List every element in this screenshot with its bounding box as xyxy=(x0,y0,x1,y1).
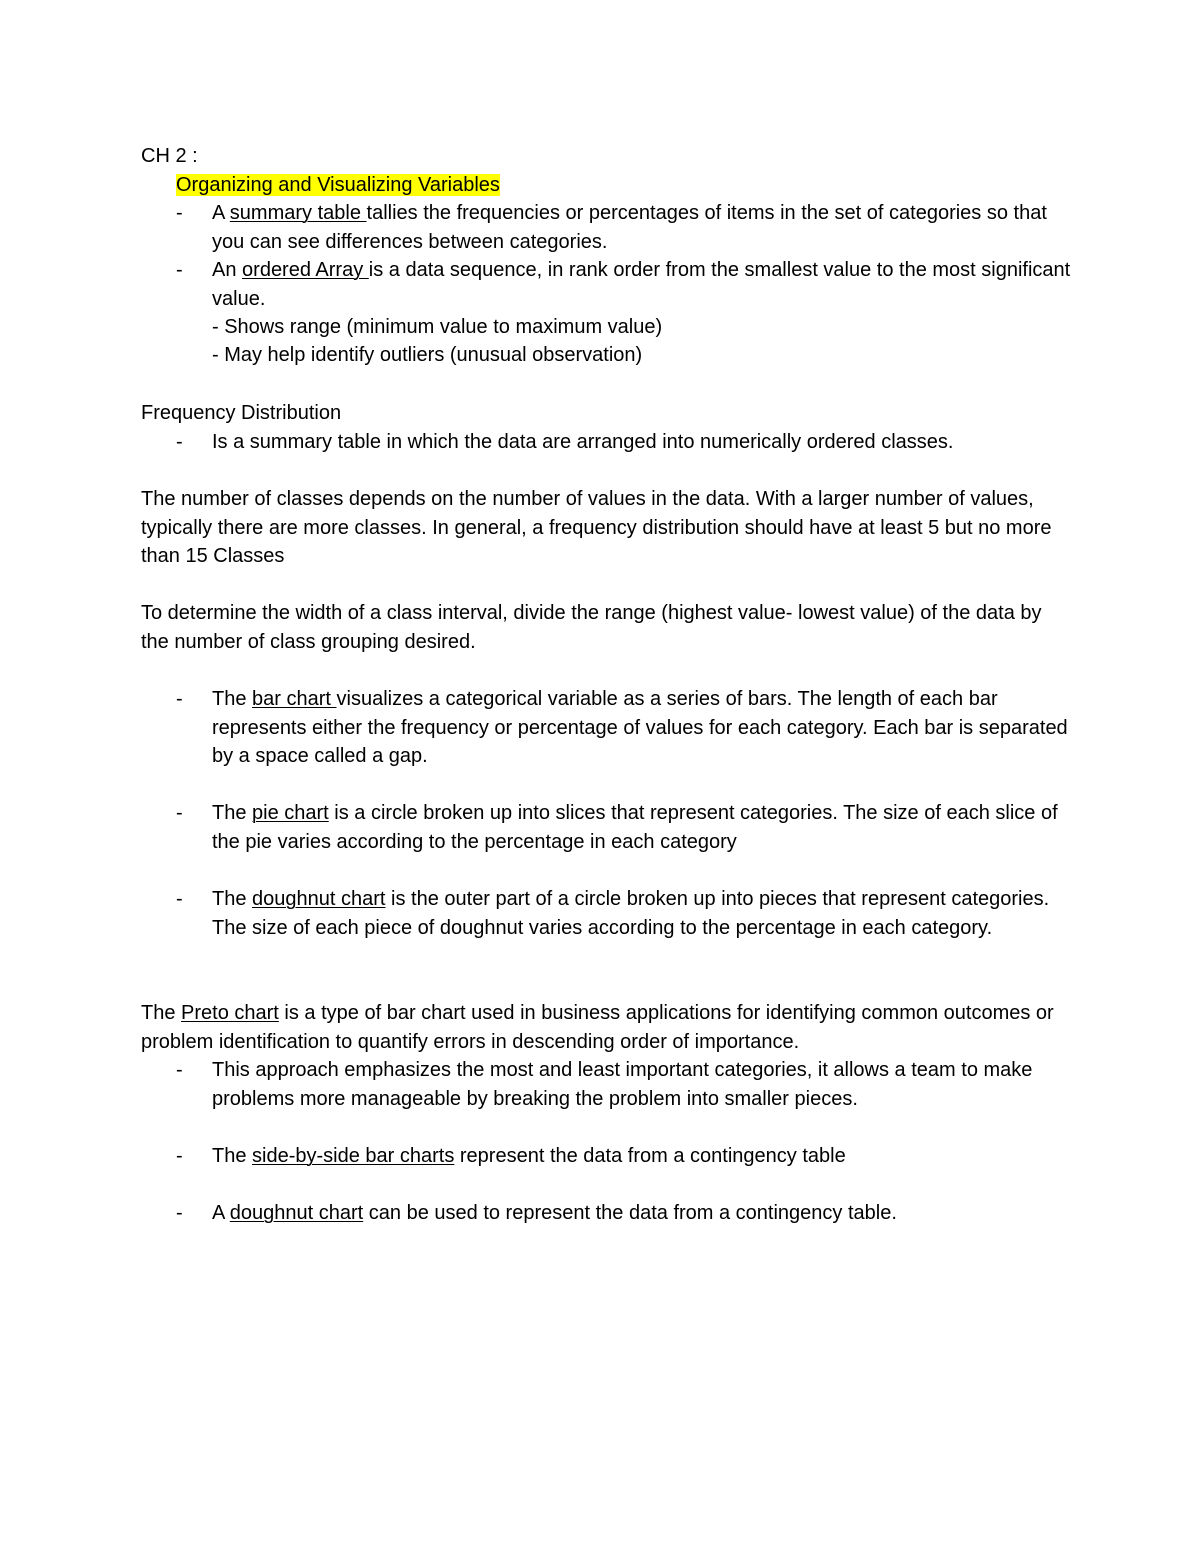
list-item-text: The bar chart visualizes a categorical variable as a series of bars. The length of each bar represents either the frequency or percentage of values for each category. Each bar is separated by a space called a gap. xyxy=(212,688,1068,768)
term-doughnut-chart: doughnut chart xyxy=(229,1202,364,1224)
bullet-dash: - xyxy=(176,431,183,453)
term-doughnut-chart: doughnut chart xyxy=(252,888,386,910)
list-item xyxy=(176,256,1071,313)
term-ordered-array: ordered Array xyxy=(242,259,369,281)
list-item xyxy=(176,685,1071,771)
bullet-dash: - xyxy=(176,1202,183,1224)
list-item xyxy=(176,1056,1071,1113)
term-side-by-side-bar-charts: side-by-side bar charts xyxy=(252,1145,455,1167)
list-item-text: This approach emphasizes the most and least important categories, it allows a team to make problems more manageable by breaking the problem into smaller pieces. xyxy=(212,1059,1033,1110)
term-pie-chart: pie chart xyxy=(252,802,329,824)
list-item xyxy=(176,885,1071,942)
sub-item: - May help identify outliers (unusual observation) xyxy=(212,344,643,366)
list-item-text: A doughnut chart can be used to represent the data from a contingency table. xyxy=(212,1202,897,1224)
list-item xyxy=(176,1142,1071,1171)
term-preto-chart: Preto chart xyxy=(181,1002,279,1024)
list-item-text: The side-by-side bar charts represent the data from a contingency table xyxy=(212,1145,846,1167)
list-item-text: Is a summary table in which the data are arranged into numerically ordered classes. xyxy=(212,431,954,453)
list-item xyxy=(176,199,1071,256)
list-item xyxy=(176,428,1071,457)
bullet-dash: - xyxy=(176,688,183,710)
paragraph-classes: The number of classes depends on the number of values in the data. With a larger number of values, typically there are more classes. In general, a frequency distribution should have at least 5 but no more than 15 Classes xyxy=(141,488,1052,568)
list-item-text: The pie chart is a circle broken up into slices that represent categories. The size of each slice of the pie varies according to the percentage in each category xyxy=(212,802,1058,853)
paragraph-class-width: To determine the width of a class interval, divide the range (highest value- lowest value) of the data by the number of class grouping desired. xyxy=(141,602,1042,653)
section-title xyxy=(176,171,1071,200)
list-item xyxy=(176,799,1071,856)
list-item-text: A summary table tallies the frequencies or percentages of items in the set of categories so that you can see differences between categories. xyxy=(212,202,1047,253)
bullet-dash: - xyxy=(176,802,183,824)
term-bar-chart: bar chart xyxy=(252,688,337,710)
term-summary-table: summary table xyxy=(229,202,367,224)
bullet-dash: - xyxy=(176,888,183,910)
section-title-highlight: Organizing and Visualizing Variables xyxy=(176,174,500,196)
bullet-dash: - xyxy=(176,202,183,224)
list-item xyxy=(176,1199,1071,1228)
list-item-text: An ordered Array is a data sequence, in rank order from the smallest value to the most significant value. xyxy=(212,259,1071,310)
sub-item: - Shows range (minimum value to maximum value) xyxy=(212,316,663,338)
bullet-dash: - xyxy=(176,259,183,281)
chapter-label: CH 2 : xyxy=(141,145,198,167)
bullet-dash: - xyxy=(176,1145,183,1167)
bullet-dash: - xyxy=(176,1059,183,1081)
frequency-heading: Frequency Distribution xyxy=(141,402,342,424)
paragraph-pareto: The Preto chart is a type of bar chart used in business applications for identifying common outcomes or problem identification to quantify errors in descending order of importance. xyxy=(141,1002,1054,1053)
list-item-text: The doughnut chart is the outer part of a circle broken up into pieces that represent categories. The size of each piece of doughnut varies according to the percentage in each category. xyxy=(212,888,1050,939)
